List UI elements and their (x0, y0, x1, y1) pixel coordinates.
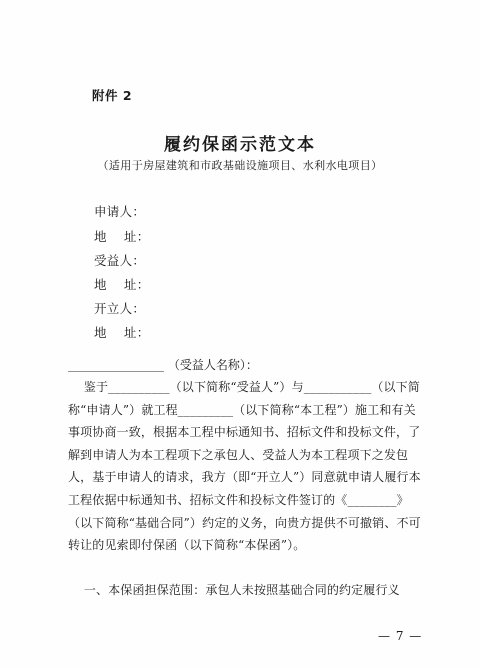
body-paragraph-clause-1: 一、本保函担保范围：承包人未按照基础合同的约定履行义 (68, 583, 400, 597)
applicant-label: 申请人： (94, 204, 146, 219)
addressee-line: ________________ （受益人名称）： (68, 358, 258, 372)
page-number: — 7 — (378, 629, 423, 643)
applicant-address-label: 地 址： (94, 229, 150, 244)
beneficiary-address-label: 地 址： (94, 277, 150, 292)
body-paragraph-recital: 鉴于__________（以下简称“受益人”）与___________（以下简称“申请人”）就工程_________（以下简称“本工程”）施工和有关事项协商一致，根据本工程中标通知书、招标文件和投标文件，了解到申请人为本工程项下之承包人、受益人为本工程项下之发包人，基于申请人的请求，我方（即“开立人”）同意就申请人履行本工程依据中标通知书、招标文件和投标文件签订的《________》（以下简称“基础合同”）约定的义务，向贵方提供不可撤销、不可转让的见索即付保函（以下简称“本保函”）。 (68, 380, 421, 553)
issuer-label: 开立人： (94, 301, 146, 316)
attachment-label: 附件 2 (92, 88, 133, 103)
issuer-address-label: 地 址： (94, 325, 150, 340)
document-title: 履约保函示范文本 (164, 135, 316, 155)
document-subtitle: （适用于房屋建筑和市政基础设施项目、水利水电项目） (97, 159, 383, 172)
beneficiary-label: 受益人： (94, 253, 146, 268)
